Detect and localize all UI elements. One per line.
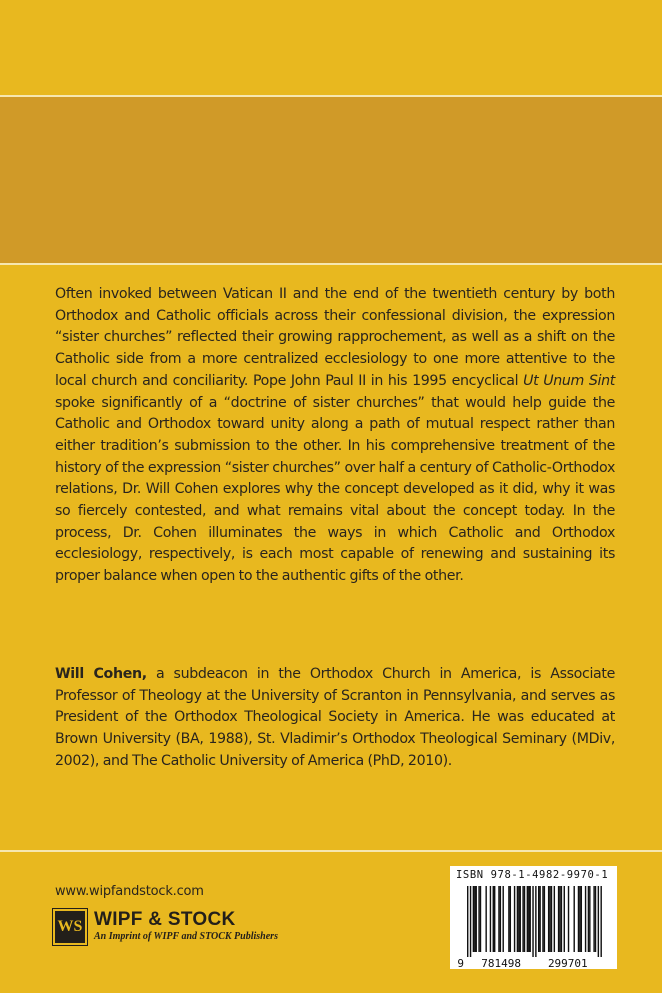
barcode-bar: [527, 886, 528, 952]
isbn-label: ISBN 978-1-4982-9970-1: [456, 869, 609, 881]
barcode-bar: [558, 886, 559, 952]
barcode-bar: [528, 886, 529, 952]
barcode-bar: [485, 886, 486, 952]
barcode-bar: [593, 886, 594, 952]
cover-top-band: [0, 95, 662, 265]
author-name: Will Cohen,: [55, 666, 147, 682]
barcode-bar: [514, 886, 515, 952]
barcode-bar: [522, 886, 523, 952]
barcode-bar: [568, 886, 569, 952]
barcode-bar: [548, 886, 549, 952]
barcode-left-digits: 781498: [481, 957, 521, 969]
barcode-bar: [551, 886, 552, 952]
barcode-bar: [588, 886, 589, 952]
publisher-name: WIPF & STOCK: [94, 909, 236, 930]
barcode-guard-bar: [535, 886, 536, 957]
isbn-barcode: [450, 866, 617, 969]
barcode-bar: [529, 886, 530, 952]
barcode-bar: [493, 886, 494, 952]
barcode-bar: [585, 886, 586, 952]
encyclical-title: Ut Unum Sint: [523, 372, 615, 389]
barcode-bar: [595, 886, 596, 952]
publisher-url: www.wipfandstock.com: [55, 884, 204, 899]
barcode-bar: [508, 886, 509, 952]
barcode-bar: [524, 886, 525, 952]
barcode-bar: [474, 886, 475, 952]
publisher-logo: [55, 910, 278, 943]
barcode-bar: [549, 886, 550, 952]
barcode-bar: [544, 886, 545, 952]
description-part-1: Often invoked between Vatican II and the end of the twentieth century by both Orthodox and Catholic officials across their confessional division, the expression “sister churches” reflected their growing rapprochement, as well as a shift on the Catholic side from a more centralized ecclesiology to one more attentive to the local church and conciliarity. Pope John Paul II in his 1995 encyclical: [55, 286, 615, 389]
divider-rule: [0, 850, 662, 852]
author-bio-text: a subdeacon in the Orthodox Church in America, is Associate Professor of Theology at the University of Scranton in Pennsylvania, and serves as President of the Orthodox Theological Society in America. He was educated at Brown University (BA, 1988), St. Vladimir’s Orthodox Theological Seminary (MDiv, 2002), and The Catholic University of America (PhD, 2010).: [55, 666, 615, 769]
barcode-bar: [476, 886, 477, 952]
barcode-bar: [574, 886, 575, 952]
author-bio: [55, 664, 615, 773]
barcode-bar: [517, 886, 518, 952]
barcode-bar: [581, 886, 582, 952]
barcode-bar: [564, 886, 565, 952]
barcode-bar: [500, 886, 501, 952]
barcode-bar: [494, 886, 495, 952]
barcode-bar: [473, 886, 474, 952]
barcode-guard-bar: [532, 886, 533, 957]
barcode-bar: [503, 886, 504, 952]
ws-logo-icon: WS: [55, 911, 85, 943]
barcode-bar: [561, 886, 562, 952]
barcode-bar: [578, 886, 579, 952]
barcode-bar: [579, 886, 580, 952]
description-part-2: spoke significantly of a “doctrine of sister churches” that would help guide the Catholic and Orthodox toward unity along a path of mutual respect rather than either tradition’s submission to the other. In his comprehensive treatment of the history of the expression “sister churches” over half a century of Catholic-Orthodox relations, Dr. Will Cohen explores why the concept developed as it did, why it was so fiercely contested, and what remains vital about the concept today. In the process, Dr. Cohen illuminates the ways in which Catholic and Orthodox ecclesiology, respectively, is each most capable of renewing and sustaining its proper balance when open to the authentic gifts of the other.: [55, 394, 615, 585]
barcode-bar: [480, 886, 481, 952]
barcode-right-digits: 299701: [547, 957, 588, 969]
barcode-first-digit: 9: [457, 957, 464, 969]
barcode-bar: [539, 886, 540, 952]
barcode-bar: [520, 886, 521, 952]
barcode-guard-bar: [467, 886, 468, 957]
barcode-bars: [450, 866, 617, 969]
barcode-bar: [559, 886, 560, 952]
barcode-guard-bar: [470, 886, 471, 957]
barcode-bar: [510, 886, 511, 952]
barcode-bar: [478, 886, 479, 952]
barcode-bar: [490, 886, 491, 952]
publisher-tagline: An Imprint of WIPF and STOCK Publishers: [94, 931, 278, 942]
barcode-bar: [498, 886, 499, 952]
barcode-guard-bar: [600, 886, 601, 957]
barcode-bar: [518, 886, 519, 952]
barcode-bar: [554, 886, 555, 952]
barcode-guard-bar: [598, 886, 599, 957]
barcode-bar: [538, 886, 539, 952]
barcode-bar: [589, 886, 590, 952]
book-description: [55, 284, 615, 588]
barcode-bar: [542, 886, 543, 952]
